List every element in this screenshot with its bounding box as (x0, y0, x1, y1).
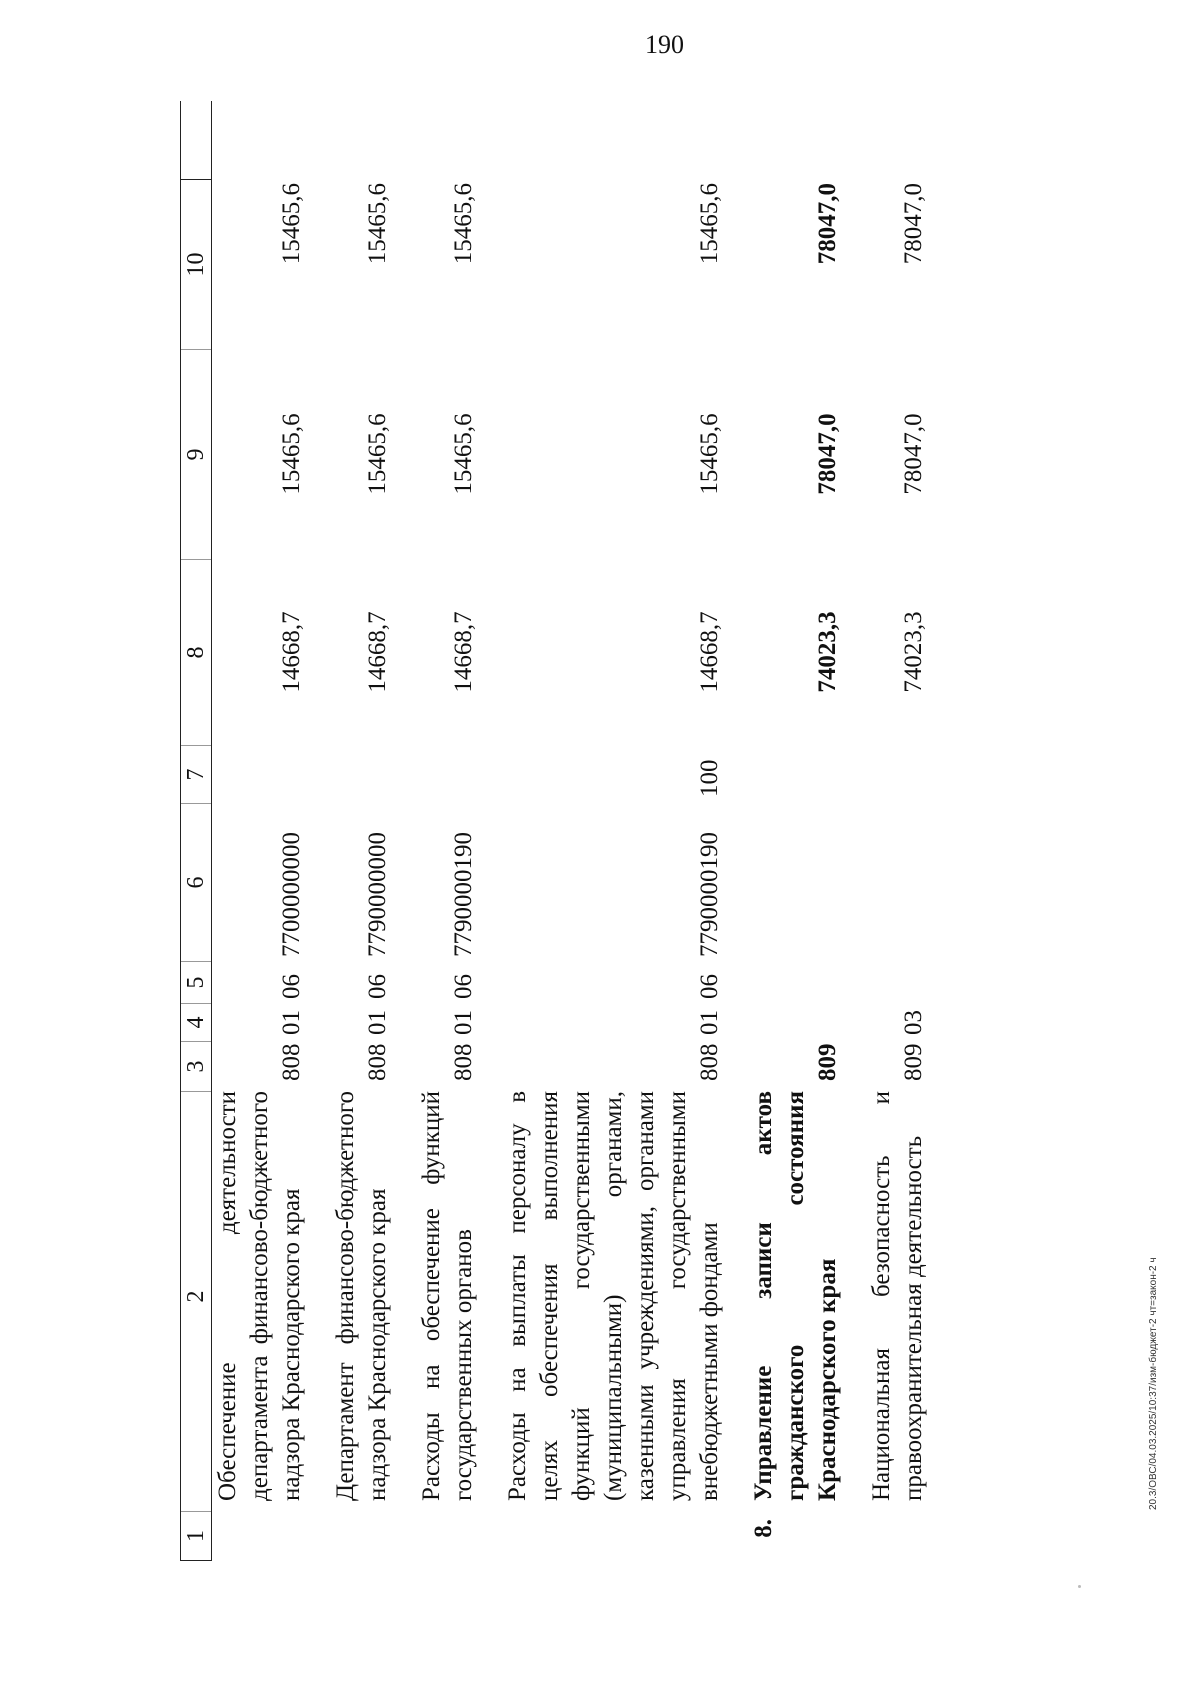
row-pr: 06 (278, 974, 305, 999)
header-cell: 9 (181, 349, 211, 559)
row-name: Управление записи актов гражданского состояния Краснодарского края (750, 1091, 841, 1501)
row-csr: 7790000000 (364, 832, 391, 957)
row-value-9: 78047,0 (900, 413, 927, 495)
row-value-10: 15465,6 (278, 183, 305, 265)
scan-artifact (1078, 1585, 1081, 1588)
header-cell: 1 (181, 1511, 211, 1561)
row-name: Национальная безопасность и правоохранительная деятельность (868, 1091, 927, 1501)
row-value-10: 78047,0 (814, 183, 841, 265)
row-value-8: 14668,7 (696, 611, 723, 693)
header-cell: 6 (181, 803, 211, 961)
row-csr: 7790000190 (450, 832, 477, 957)
budget-table (180, 101, 1040, 1561)
row-value-9: 15465,6 (450, 413, 477, 495)
row-rz: 01 (364, 1010, 391, 1035)
header-cell: 8 (181, 559, 211, 745)
row-value-8: 14668,7 (450, 611, 477, 693)
row-value-9: 15465,6 (278, 413, 305, 495)
header-cell: 3 (181, 1041, 211, 1091)
row-vr: 100 (696, 759, 723, 797)
row-ved: 808 (450, 1043, 477, 1081)
row-name: Расходы на обеспечение функций государственных органов (418, 1091, 477, 1501)
row-value-10: 15465,6 (450, 183, 477, 265)
table-row (866, 101, 930, 1561)
row-rz: 01 (278, 1010, 305, 1035)
row-rz: 01 (696, 1010, 723, 1035)
row-value-8: 74023,3 (900, 611, 927, 693)
document-footer-code: 20.3/ОВС/04.03.2025/10:37/изм-бюджет-2 чт=закон-2 ч (1148, 1257, 1159, 1510)
row-value-8: 14668,7 (278, 611, 305, 693)
header-cell: 10 (181, 179, 211, 349)
row-name: Обеспечение деятельности департамента финансово-бюджетного надзора Краснодарского края (214, 1091, 305, 1501)
page-number: 190 (645, 30, 684, 59)
row-ved: 808 (364, 1043, 391, 1081)
table-row (330, 101, 394, 1561)
row-rz: 01 (450, 1010, 477, 1035)
header-cell: 4 (181, 1003, 211, 1041)
row-name: Департамент финансово-бюджетного надзора Краснодарского края (332, 1091, 391, 1501)
row-value-8: 74023,3 (814, 611, 841, 693)
row-pr: 06 (450, 974, 477, 999)
row-value-10: 15465,6 (696, 183, 723, 265)
table-row (748, 101, 844, 1561)
row-value-8: 14668,7 (364, 611, 391, 693)
header-cell: 7 (181, 745, 211, 803)
row-value-9: 78047,0 (814, 413, 841, 495)
table-row (502, 101, 726, 1561)
row-name: Расходы на выплаты персоналу в целях обеспечения выполнения функций государственными (муниципальными) органами, казенными учреждениями, органами управления государственными внебюджетными фондами (504, 1091, 723, 1501)
header-cell: 2 (181, 1091, 211, 1511)
row-csr: 7790000190 (696, 832, 723, 957)
row-rz: 03 (900, 1010, 927, 1035)
row-ved: 809 (814, 1043, 841, 1081)
row-value-10: 78047,0 (900, 183, 927, 265)
row-ved: 808 (696, 1043, 723, 1081)
row-ved: 809 (900, 1043, 927, 1081)
table-row (416, 101, 480, 1561)
row-ved: 808 (278, 1043, 305, 1081)
row-value-9: 15465,6 (696, 413, 723, 495)
row-csr: 7700000000 (278, 832, 305, 957)
row-value-10: 15465,6 (364, 183, 391, 265)
row-value-9: 15465,6 (364, 413, 391, 495)
row-number: 8. (750, 1519, 777, 1538)
table-row (212, 101, 308, 1561)
header-cell: 5 (181, 961, 211, 1003)
row-pr: 06 (364, 974, 391, 999)
table-header (180, 101, 212, 1561)
row-pr: 06 (696, 974, 723, 999)
